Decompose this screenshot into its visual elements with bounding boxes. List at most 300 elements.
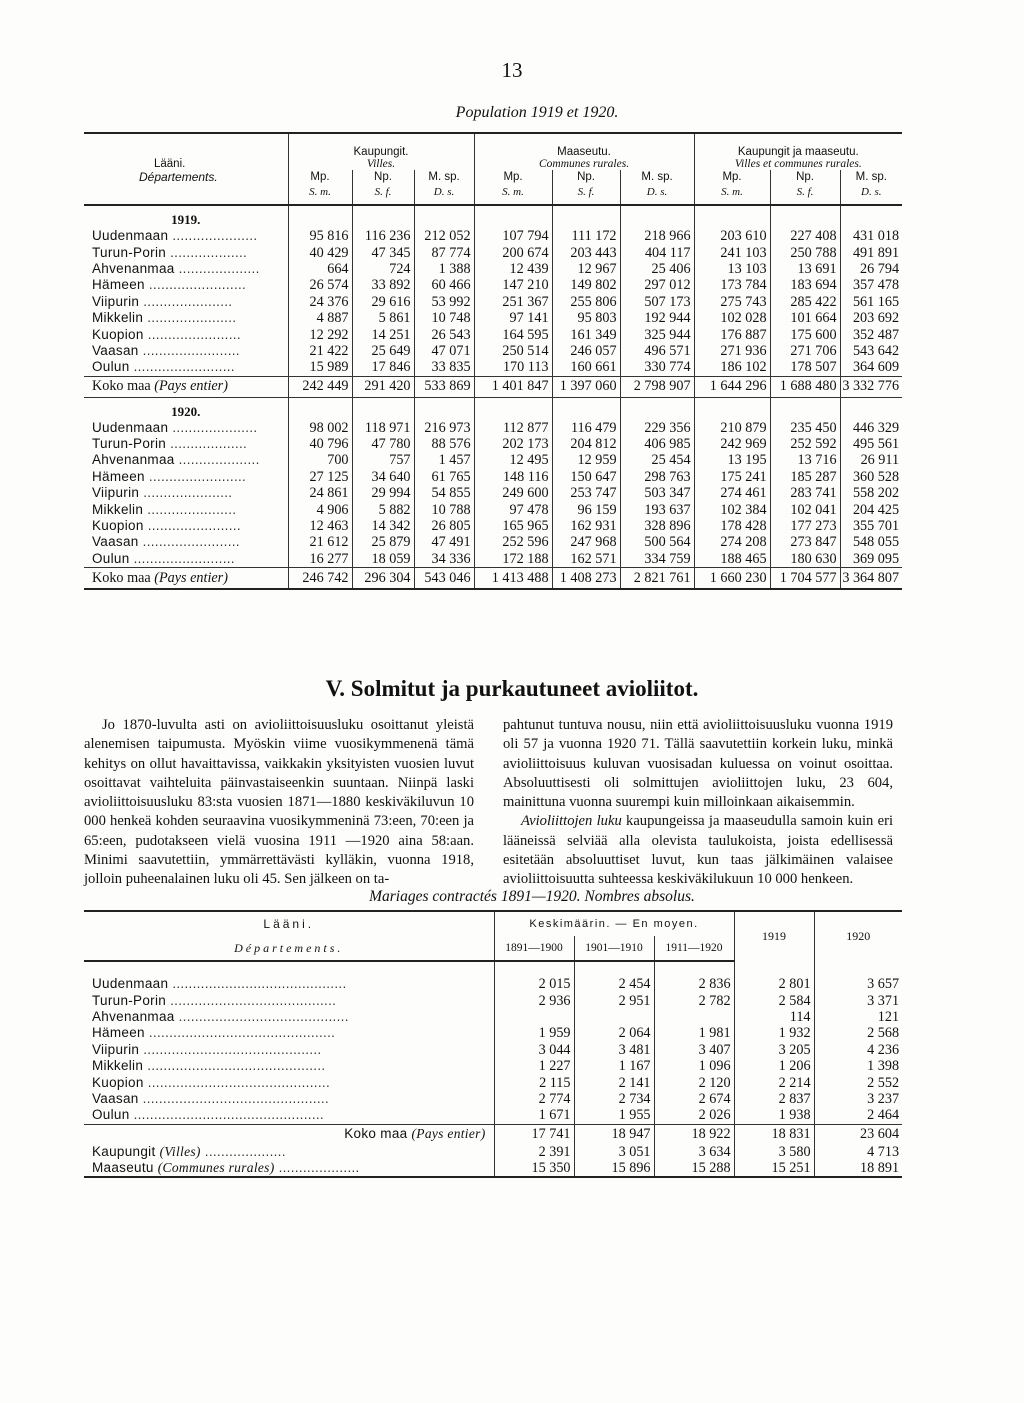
table-cell: 503 347	[620, 485, 694, 501]
text-column-left	[84, 716, 474, 890]
total-label-fr: (Communes rurales)	[157, 1160, 275, 1176]
table-cell: 13 195	[694, 452, 770, 468]
table-cell: 97 478	[474, 501, 552, 517]
table-cell: 164 595	[474, 326, 552, 342]
leader-dots: ...............................................	[129, 1107, 324, 1123]
table-cell: 491 891	[852, 244, 900, 261]
table-cell: 26 805	[414, 518, 474, 534]
header-maaseutu-fr: Communes rurales.	[474, 158, 694, 170]
table-cell: 25 406	[620, 261, 694, 277]
row-name-text: Oulun	[92, 550, 130, 566]
table-cell: 203 610	[694, 228, 770, 244]
table-cell: 227 408	[770, 228, 840, 244]
table-cell: 116 479	[552, 420, 620, 436]
total-cell: 18 922	[654, 1124, 734, 1144]
empty-cell	[288, 397, 352, 420]
table-cell: 14 251	[352, 326, 414, 342]
table-cell: 2 936	[494, 992, 574, 1008]
table-cell: 2 801	[734, 961, 814, 992]
table-cell: 3 044	[494, 1042, 574, 1058]
table-cell: 97 141	[474, 310, 552, 326]
total-cell: 18 947	[574, 1124, 654, 1144]
total-cell: 1 397 060	[552, 376, 620, 397]
table-cell: 24 376	[288, 294, 352, 310]
header-sf: S. f.	[552, 184, 620, 205]
table-row	[84, 452, 902, 468]
m-header-departements: Départements.	[84, 936, 494, 961]
table-cell: 218 966	[620, 228, 694, 244]
table-cell: 404 117	[620, 244, 694, 260]
empty-cell	[694, 205, 770, 228]
total-label-text: Koko maa	[344, 1126, 408, 1142]
row-name	[84, 1107, 494, 1124]
table-cell: 203 692	[852, 310, 900, 327]
table-cell: 176 887	[694, 326, 770, 342]
total-cell: 246 742	[288, 568, 352, 590]
leader-dots: ......................	[139, 293, 233, 309]
total-cell: 1 413 488	[474, 568, 552, 590]
table-cell: 60 466	[414, 277, 474, 293]
row-name	[84, 310, 288, 326]
leader-dots: ...........................................	[168, 976, 347, 992]
table-cell: 1 398	[867, 1058, 900, 1075]
table-cell	[494, 1009, 574, 1025]
header-mp: Mp.	[694, 170, 770, 184]
table-cell: 2 951	[574, 992, 654, 1008]
table-row	[84, 1058, 902, 1074]
table-cell: 47 071	[414, 343, 474, 359]
row-name	[84, 469, 288, 485]
table-cell: 285 422	[770, 294, 840, 310]
table-cell: 204 425	[852, 501, 900, 518]
table-cell: 2 115	[494, 1074, 574, 1090]
table-cell: 1 981	[654, 1025, 734, 1041]
paragraph-right-2	[503, 812, 893, 889]
table-row	[84, 310, 902, 326]
table-cell: 12 292	[288, 326, 352, 342]
header-laani: Lääni.	[84, 158, 288, 170]
leader-dots: .............................................	[143, 1074, 330, 1090]
total-cell: 242 449	[288, 376, 352, 397]
total-cell: 18 891	[814, 1160, 902, 1177]
table-cell: 107 794	[474, 228, 552, 244]
total-cell: 3 580	[734, 1144, 814, 1160]
leader-dots: ....................	[200, 1143, 286, 1159]
table-row	[84, 1042, 902, 1058]
table-cell: 116 236	[352, 228, 414, 244]
table-cell: 21 422	[288, 343, 352, 359]
total-cell: 3 634	[654, 1144, 734, 1160]
table-cell: 3 205	[734, 1042, 814, 1058]
table-cell: 558 202	[852, 485, 900, 502]
row-name-text: Hämeen	[92, 1025, 145, 1041]
table-row	[84, 501, 902, 517]
header-sf: S. f.	[352, 184, 414, 205]
total-cell: 543 046	[414, 568, 474, 590]
header-np: Np.	[352, 170, 414, 184]
leader-dots: .........................................	[166, 992, 337, 1008]
header-ds: D. s.	[620, 184, 694, 205]
table-cell: 148 116	[474, 469, 552, 485]
table-cell: 26 911	[860, 452, 900, 469]
empty-cell	[352, 205, 414, 228]
total-cell: 2 821 761	[620, 568, 694, 590]
total-cell: 23 604	[814, 1124, 902, 1144]
row-name-text: Viipurin	[92, 1041, 140, 1057]
table-row	[84, 277, 902, 293]
table-cell: 10 788	[414, 501, 474, 517]
table-cell: 249 600	[474, 485, 552, 501]
total-row	[84, 1144, 902, 1160]
empty-cell	[474, 397, 552, 420]
total-row	[84, 1124, 902, 1144]
total-cell: 3 332 776	[840, 376, 902, 397]
header-sm: S. m.	[288, 184, 352, 205]
table-cell: 29 994	[352, 485, 414, 501]
row-name-text: Uudenmaan	[92, 228, 169, 244]
total-cell: 17 741	[494, 1124, 574, 1144]
table-cell: 3 371	[867, 992, 900, 1009]
table-cell: 4 236	[867, 1041, 900, 1058]
total-label	[84, 1160, 494, 1177]
table-cell: 173 784	[694, 277, 770, 293]
empty-cell	[694, 397, 770, 420]
row-name	[84, 992, 494, 1008]
population-table-caption: Population 1919 et 1920.	[455, 104, 619, 121]
leader-dots: ..............................................	[144, 1025, 336, 1041]
table-cell: 364 609	[852, 359, 900, 376]
row-name-text: Hämeen	[92, 468, 145, 484]
table-cell: 200 674	[474, 244, 552, 260]
total-cell: 1 401 847	[474, 376, 552, 397]
table-cell: 47 491	[414, 534, 474, 550]
table-cell: 2 568	[867, 1025, 900, 1042]
total-cell: 18 831	[734, 1124, 814, 1144]
header-maaseutu: Maaseutu.	[474, 133, 694, 158]
total-cell: 15 288	[654, 1160, 734, 1177]
table-cell: 360 528	[852, 468, 900, 485]
table-cell: 2 464	[867, 1107, 900, 1124]
table-cell: 1 955	[574, 1107, 654, 1124]
table-cell: 1 932	[734, 1025, 814, 1041]
table-cell: 275 743	[694, 294, 770, 310]
total-cell: 1 660 230	[694, 568, 770, 590]
table-cell: 2 552	[867, 1074, 900, 1091]
year-row	[84, 397, 902, 420]
table-cell: 2 214	[734, 1074, 814, 1090]
table-cell: 2 015	[494, 961, 574, 992]
table-row	[84, 534, 902, 550]
table-cell: 112 877	[474, 420, 552, 436]
table-cell: 34 336	[414, 551, 474, 568]
table-cell: 5 861	[352, 310, 414, 326]
table-cell: 2 064	[574, 1025, 654, 1041]
table-cell: 247 968	[552, 534, 620, 550]
empty-cell	[770, 205, 840, 228]
header-np: Np.	[552, 170, 620, 184]
table-cell: 357 478	[852, 277, 900, 294]
table-cell: 102 041	[770, 501, 840, 517]
table-cell: 87 774	[414, 244, 474, 260]
table-cell: 150 647	[552, 469, 620, 485]
table-cell: 216 973	[414, 420, 474, 436]
total-cell: 1 704 577	[770, 568, 840, 590]
row-name-text: Uudenmaan	[92, 419, 169, 435]
table-cell: 111 172	[552, 228, 620, 244]
table-cell: 34 640	[352, 469, 414, 485]
empty-cell	[474, 205, 552, 228]
table-cell: 724	[352, 261, 414, 277]
table-cell: 170 113	[474, 359, 552, 376]
table-cell: 172 188	[474, 551, 552, 568]
row-name-text: Ahvenanmaa	[92, 260, 175, 276]
table-cell: 26 543	[414, 326, 474, 342]
total-label-text: Kaupungit	[92, 1143, 156, 1159]
table-cell: 12 967	[552, 261, 620, 277]
table-cell: 21 612	[288, 534, 352, 550]
leader-dots: ...................	[166, 436, 248, 452]
total-label-fr: (Villes)	[159, 1143, 201, 1159]
empty-cell	[552, 205, 620, 228]
header-sm: S. m.	[694, 184, 770, 205]
table-cell: 757	[352, 452, 414, 468]
empty-cell	[620, 205, 694, 228]
header-mp: Mp.	[288, 170, 352, 184]
row-name	[84, 261, 288, 277]
table-cell: 17 846	[352, 359, 414, 376]
table-cell: 160 661	[552, 359, 620, 376]
table-cell: 229 356	[620, 420, 694, 436]
total-row	[84, 1160, 902, 1177]
total-cell: 1 644 296	[694, 376, 770, 397]
table-cell: 2 782	[654, 992, 734, 1008]
table-cell: 16 277	[288, 551, 352, 568]
total-cell: 296 304	[352, 568, 414, 590]
empty-cell	[288, 205, 352, 228]
empty-cell	[770, 397, 840, 420]
table-cell: 495 561	[852, 436, 900, 453]
row-name-text: Vaasan	[92, 534, 139, 550]
total-cell: 15 251	[734, 1160, 814, 1177]
leader-dots: .......................	[143, 326, 241, 342]
table-cell: 1 388	[414, 261, 474, 277]
header-kaupungit-fr: Villes.	[288, 158, 474, 170]
table-cell: 10 748	[414, 310, 474, 326]
total-label	[84, 1124, 494, 1144]
table-cell: 406 985	[620, 436, 694, 452]
m-header-p2: 1901—1910	[574, 936, 654, 961]
empty-cell	[840, 397, 902, 420]
row-name	[84, 326, 288, 342]
table-cell: 252 592	[770, 436, 840, 452]
total-row	[84, 568, 902, 590]
table-cell: 271 936	[694, 343, 770, 359]
header-sf: S. f.	[770, 184, 840, 205]
table-cell: 3 407	[654, 1042, 734, 1058]
leader-dots: ......................	[143, 501, 237, 517]
table-cell: 1 167	[574, 1058, 654, 1074]
total-label-text: Koko maa	[92, 378, 151, 395]
table-cell: 102 384	[694, 501, 770, 517]
table-cell: 2 734	[574, 1091, 654, 1107]
table-cell: 334 759	[620, 551, 694, 568]
row-name	[84, 1074, 494, 1090]
table-cell: 330 774	[620, 359, 694, 376]
empty-cell	[620, 397, 694, 420]
row-name	[84, 294, 288, 310]
table-cell: 2 584	[734, 992, 814, 1008]
table-cell: 26 574	[288, 277, 352, 293]
header-ds: D. s.	[840, 184, 902, 205]
table-cell: 273 847	[770, 534, 840, 550]
leader-dots: ........................	[144, 277, 247, 293]
table-cell: 4 887	[288, 310, 352, 326]
table-cell: 3 237	[867, 1090, 900, 1107]
row-name-text: Oulun	[92, 1107, 130, 1123]
table-row	[84, 420, 902, 436]
table-cell: 1 227	[494, 1058, 574, 1074]
row-name	[84, 1025, 494, 1041]
table-cell: 192 944	[620, 310, 694, 326]
leader-dots: ........................	[138, 342, 240, 358]
table-cell: 101 664	[770, 310, 840, 326]
population-table	[84, 132, 902, 590]
table-cell: 175 241	[694, 469, 770, 485]
table-row	[84, 551, 902, 568]
population-table-body	[84, 205, 902, 589]
table-cell: 1 938	[734, 1107, 814, 1124]
table-row	[84, 961, 902, 992]
table-cell: 183 694	[770, 277, 840, 293]
leader-dots: ........................	[144, 468, 247, 484]
table-cell: 1 959	[494, 1025, 574, 1041]
table-cell: 33 892	[352, 277, 414, 293]
table-row	[84, 485, 902, 501]
table-cell: 61 765	[414, 469, 474, 485]
total-label	[84, 1144, 494, 1160]
total-label	[84, 376, 288, 397]
m-header-p1: 1891—1900	[494, 936, 574, 961]
year-label: 1919.	[84, 205, 288, 228]
row-name	[84, 436, 288, 452]
leader-dots: ............................................	[143, 1058, 326, 1074]
leader-dots: .........................	[129, 550, 235, 566]
table-cell: 33 835	[414, 359, 474, 376]
table-row	[84, 294, 902, 310]
table-cell: 102 028	[694, 310, 770, 326]
header-kaupungit: Kaupungit.	[288, 133, 474, 158]
table-cell: 121	[877, 1008, 900, 1025]
table-cell: 96 159	[552, 501, 620, 517]
table-cell: 2 026	[654, 1107, 734, 1124]
empty-cell	[414, 205, 474, 228]
empty-cell	[414, 397, 474, 420]
table-cell: 186 102	[694, 359, 770, 376]
row-name-text: Oulun	[92, 359, 130, 375]
table-cell: 18 059	[352, 551, 414, 568]
row-name	[84, 551, 288, 568]
table-cell: 40 796	[288, 436, 352, 452]
paragraph-right-2-text: kaupungeissa ja maaseudulla samoin kuin eri lääneissä selviää alla olevista taulukoista, joista edellisessä esitetään absoluuttiset luvut, kun taas jälkimäinen valaisee avioliittoisuutta suhteessa keskiväkilukuun 10 000 henkeen.	[503, 813, 893, 888]
leader-dots: ............................................	[139, 1041, 322, 1057]
paragraph-right-1: pahtunut tuntuva nousu, niin että avioliittoisuusluku vuonna 1919 oli 57 ja vuonna 1920 71. Tällä saavutettiin korkein luku, minkä avioliittoisuus kuluvan vuosisadan kuluessa on voinut osoittaa. Absoluuttisesti oli solmittujen avioliittojen luku, 23 604, mainittuna vuonna suurempi kuin milloinkaan aikaisemmin.	[503, 717, 893, 811]
total-label	[84, 568, 288, 590]
total-cell: 3 364 807	[840, 568, 902, 590]
paragraph-left: Jo 1870-luvulta asti on avioliittoisuusluku osoittanut yleistä alenemisen taipumusta. Myöskin viime vuosikymmenenä tämä kehitys on ollut havaittavissa, vaikkakin yksityisten vuosien luvut osoittavat vaihteluita päinvastaiseenkin suuntaan. Niinpä laski avioliittoisuusluku 83:sta vuosien 1871—1880 keskiväkiluvun 10 000 henkeä kohden seuraavina vuosikymmeninä 73:een, 70:een ja 65:een, pudotakseen vielä vuosina 1911 —1920 aina 58:aan. Minimi saavutettiin, ymmärrettävästi kylläkin, vuonna 1918, jolloin puheenalainen luku oli 45. Sen jälkeen on ta-	[84, 717, 474, 888]
header-msp: M. sp.	[855, 171, 887, 183]
table-cell: 253 747	[552, 485, 620, 501]
text-column-right	[503, 716, 893, 890]
table-cell: 161 349	[552, 326, 620, 342]
table-cell: 3 481	[574, 1042, 654, 1058]
leader-dots: ....................	[174, 452, 260, 468]
table-cell: 204 812	[552, 436, 620, 452]
row-name-text: Ahvenanmaa	[92, 1008, 175, 1024]
table-row	[84, 469, 902, 485]
m-header-1919: 1919	[734, 911, 814, 961]
leader-dots: ...................	[166, 244, 248, 260]
header-msp: M. sp.	[414, 170, 474, 184]
table-cell: 188 465	[694, 551, 770, 568]
row-name-text: Hämeen	[92, 277, 145, 293]
leader-dots: ......................	[139, 485, 233, 501]
table-cell: 500 564	[620, 534, 694, 550]
row-name-text: Kuopion	[92, 326, 144, 342]
row-name-text: Turun-Porin	[92, 436, 167, 452]
table-cell: 12 495	[474, 452, 552, 468]
row-name-text: Uudenmaan	[92, 976, 169, 992]
row-name	[84, 1009, 494, 1025]
table-cell: 88 576	[414, 436, 474, 452]
total-label-text: Maaseutu	[92, 1160, 154, 1176]
table-cell: 1 096	[654, 1058, 734, 1074]
leader-dots: ......................	[143, 310, 237, 326]
total-cell: 291 420	[352, 376, 414, 397]
total-label-fr: (Pays entier)	[411, 1126, 486, 1142]
row-name-text: Vaasan	[92, 1090, 139, 1106]
total-label-fr: (Pays entier)	[154, 569, 228, 586]
table-cell: 274 461	[694, 485, 770, 501]
table-cell: 180 630	[770, 551, 840, 568]
table-cell: 255 806	[552, 294, 620, 310]
row-name	[84, 452, 288, 468]
table-cell: 251 367	[474, 294, 552, 310]
table-cell: 13 716	[770, 452, 840, 468]
table-cell: 297 012	[620, 277, 694, 293]
table-cell: 2 454	[574, 961, 654, 992]
table-cell: 2 141	[574, 1074, 654, 1090]
table-cell: 210 879	[694, 420, 770, 436]
table-cell: 177 273	[770, 518, 840, 534]
table-cell: 25 649	[352, 343, 414, 359]
total-cell: 533 869	[414, 376, 474, 397]
table-cell: 4 906	[288, 501, 352, 517]
table-cell: 274 208	[694, 534, 770, 550]
row-name	[84, 277, 288, 293]
header-both: Kaupungit ja maaseutu.	[694, 133, 902, 158]
table-cell: 95 816	[288, 228, 352, 244]
table-cell: 12 959	[552, 452, 620, 468]
table-cell: 271 706	[770, 343, 840, 359]
table-cell: 98 002	[288, 420, 352, 436]
table-cell: 561 165	[852, 293, 900, 310]
table-cell: 1 457	[414, 452, 474, 468]
table-cell: 47 345	[352, 244, 414, 260]
table-cell: 328 896	[620, 518, 694, 534]
row-name	[84, 485, 288, 501]
table-cell: 12 439	[474, 261, 552, 277]
empty-cell	[840, 205, 902, 228]
